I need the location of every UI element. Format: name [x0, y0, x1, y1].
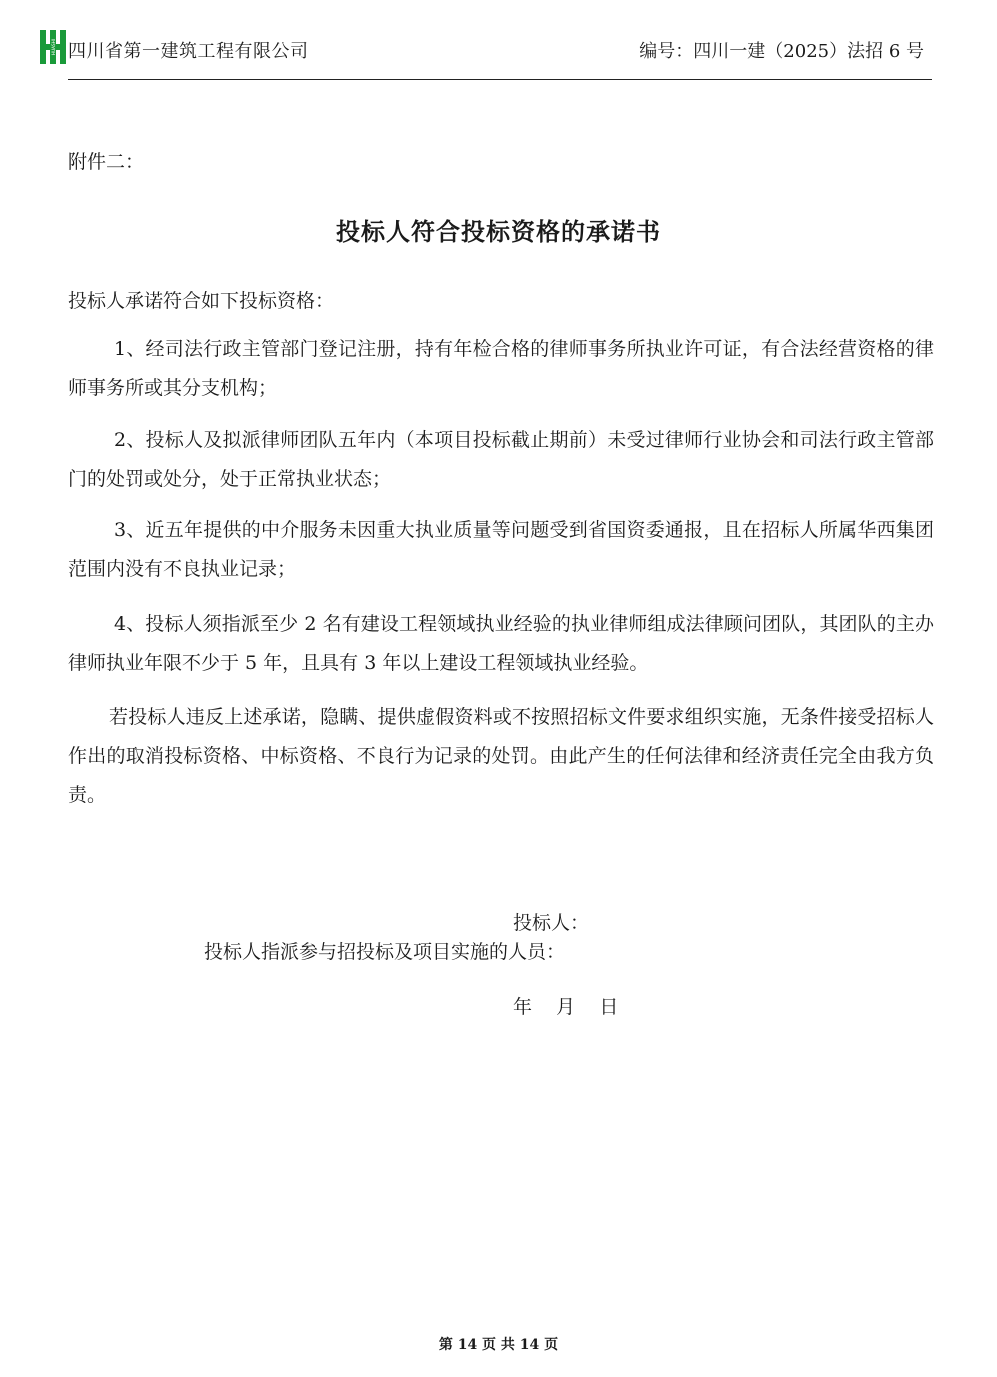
- page-header: [40, 30, 932, 66]
- page-footer: 第 14 页 共 14 页: [438, 1337, 559, 1353]
- company-name: 四川省第一建筑工程有限公司: [68, 41, 309, 62]
- commitment-item-4: 4、投标人须指派至少 2 名有建设工程领域执业经验的执业律师组成法律顾问团队，其团队的主办律师执业年限不少于 5 年，且具有 3 年以上建设工程领域执业经验。: [68, 613, 934, 674]
- header-divider: [68, 79, 932, 80]
- company-logo-icon: [40, 30, 66, 64]
- commitment-item-1: 1、经司法行政主管部门登记注册，持有年检合格的律师事务所执业许可证，有合法经营资格的律师事务所或其分支机构；: [68, 338, 934, 399]
- intro-text: 投标人承诺符合如下投标资格：: [68, 290, 335, 312]
- attachment-label: 附件二：: [68, 151, 145, 173]
- signature-persons: 投标人指派参与招投标及项目实施的人员：: [204, 941, 566, 963]
- commitment-item-3: 3、近五年提供的中介服务未因重大执业质量等问题受到省国资委通报，且在招标人所属华西集团范围内没有不良执业记录；: [68, 519, 934, 580]
- signature-bidder: 投标人：: [513, 912, 590, 934]
- logo-text: HUASHI: [51, 38, 56, 56]
- liability-statement: 若投标人违反上述承诺，隐瞒、提供虚假资料或不按照招标文件要求组织实施，无条件接受招标人作出的取消投标资格、中标资格、不良行为记录的处罚。由此产生的任何法律和经济责任完全由我方负责。: [68, 706, 934, 806]
- page-title: 投标人符合投标资格的承诺书: [336, 218, 661, 246]
- commitment-item-2: 2、投标人及拟派律师团队五年内（本项目投标截止期前）未受过律师行业协会和司法行政主管部门的处罚或处分，处于正常执业状态；: [68, 429, 934, 490]
- signature-date: 年 月 日: [513, 996, 619, 1018]
- document-code: 编号：四川一建（2025）法招 6 号: [639, 41, 924, 62]
